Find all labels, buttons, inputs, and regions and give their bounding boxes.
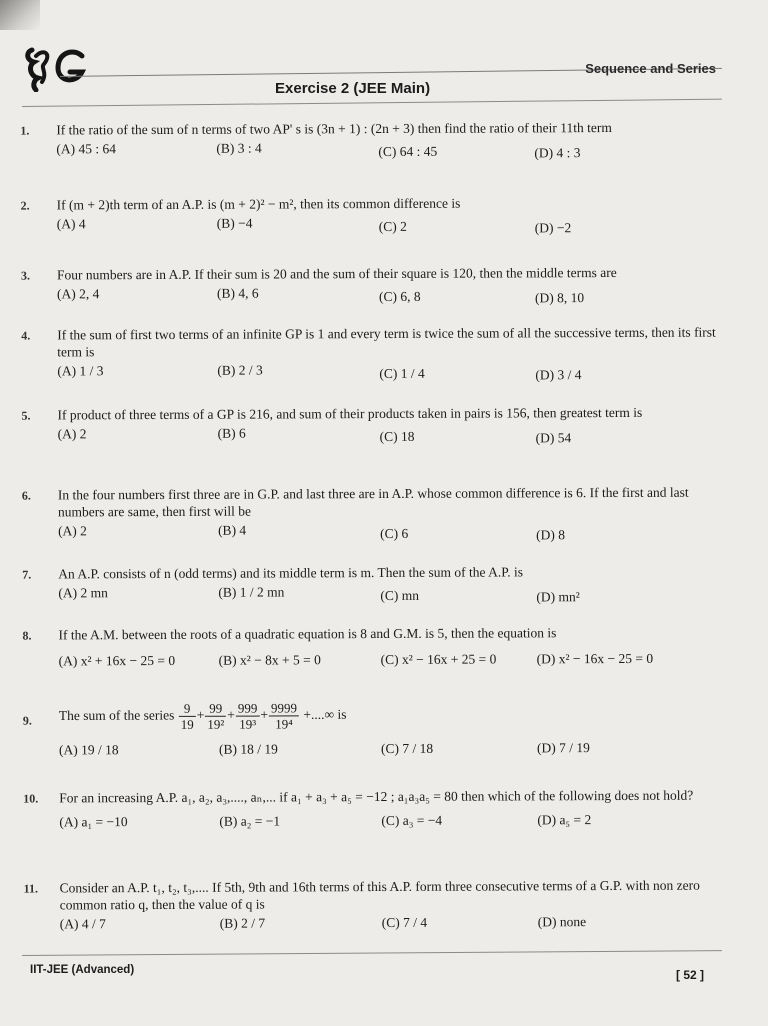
question-2: [21, 194, 721, 237]
option-d: (D) −2: [534, 220, 572, 236]
option-a: (A) 2, 4: [56, 286, 100, 302]
options: [58, 424, 722, 447]
option-b: (B) 18 / 19: [218, 741, 278, 757]
question-4: [21, 324, 721, 384]
option-a: (A) 19 / 18: [58, 742, 119, 758]
question-number: 11.: [23, 881, 38, 896]
series-intro: The sum of the series: [58, 707, 175, 724]
question-number: 4.: [21, 328, 31, 343]
question-text: If product of three terms of a GP is 216, and sum of their products taken in pairs is 156, then greatest term is: [57, 404, 643, 423]
question-number: 7.: [22, 567, 32, 582]
option-b: (B) 4, 6: [216, 285, 259, 301]
option-d: (D) 8: [536, 527, 565, 543]
fraction-denominator: 19²: [207, 716, 225, 732]
option-b: (B) 2 / 7: [219, 915, 266, 931]
option-d: (D) x² − 16x − 25 = 0: [536, 650, 654, 667]
question-number: 3.: [20, 268, 30, 283]
option-c: (C) mn: [380, 587, 419, 604]
question-text: Four numbers are in A.P. If their sum is 20 and the sum of their square is 120, then the middle terms are: [56, 264, 617, 283]
options: [60, 914, 724, 937]
option-b: (B) a₂ = −1: [219, 813, 281, 829]
option-c: (C) 7 / 18: [380, 740, 434, 757]
question-text: If the A.M. between the roots of a quadratic equation is 8 and G.M. is 5, then the equation is: [58, 625, 557, 643]
option-d: (D) none: [537, 914, 587, 930]
fraction-denominator: 19³: [239, 716, 257, 732]
option-b: (B) −4: [216, 215, 253, 231]
series-term-4: [269, 700, 299, 731]
option-c: (C) 1 / 4: [379, 365, 425, 382]
series-tail: +....∞ is: [303, 706, 347, 722]
option-d: (D) 8, 10: [534, 290, 585, 306]
question-text: If the sum of first two terms of an infinite GP is 1 and every term is twice the sum of all the successive terms, then its first term is: [57, 324, 716, 360]
option-c: (C) 2: [378, 218, 407, 235]
option-a: (A) 4 / 7: [59, 916, 106, 932]
option-d: (D) 4 : 3: [534, 145, 581, 161]
fraction-numerator: 9: [179, 701, 196, 717]
option-c: (C) 18: [379, 428, 415, 445]
fraction-numerator: 9999: [269, 700, 299, 716]
exercise-title: Exercise 2 (JEE Main): [275, 80, 431, 97]
fraction-denominator: 19: [180, 716, 194, 732]
option-a: (A) 1 / 3: [57, 363, 104, 379]
fraction-denominator: 19⁴: [275, 716, 293, 732]
chapter-title: Sequence and Series: [585, 61, 716, 76]
option-a: (A) a₁ = −10: [59, 814, 128, 830]
series-term-1: [179, 701, 196, 732]
options: [59, 740, 723, 763]
option-c: (C) 6, 8: [378, 288, 421, 305]
footer-course-label: IIT-JEE (Advanced): [30, 964, 135, 976]
question-text: Consider an A.P. t₁, t₂, t₃,.... If 5th, 9th and 16th terms of this A.P. form three consecutive terms of a G.P. with non zero common ratio q, then the value of q is: [59, 877, 700, 913]
question-text: For an increasing A.P. a₁, a₂, a₃,...., aₙ,... if a₁ + a₃ + a₅ = −12 ; a₁a₃a₅ = 80 then which of the following does not hold?: [59, 787, 694, 806]
option-d: (D) 7 / 19: [536, 740, 590, 756]
question-text: In the four numbers first three are in G.P. and last three are in A.P. whose common difference is 6. If the first and last numbers are same, then first will be: [57, 484, 689, 520]
options: [57, 361, 721, 384]
question-number: 6.: [21, 488, 31, 503]
question-number: 5.: [21, 408, 31, 423]
option-d: (D) 54: [535, 430, 572, 446]
options: [57, 284, 721, 307]
option-c: (C) 7 / 4: [381, 914, 428, 931]
option-c: (C) x² − 16x + 25 = 0: [380, 651, 497, 668]
option-b: (B) 6: [217, 425, 246, 441]
question-1: [20, 119, 720, 162]
question-number: 1.: [20, 123, 30, 138]
option-a: (A) 2: [57, 426, 87, 442]
question-11: [24, 877, 724, 937]
page-number: [ 52 ]: [675, 968, 704, 982]
question-number: 10.: [23, 791, 39, 806]
option-b: (B) 3 : 4: [216, 140, 262, 156]
fraction-numerator: 99: [205, 701, 226, 717]
option-d: (D) a₅ = 2: [537, 812, 592, 828]
option-a: (A) x² + 16x − 25 = 0: [58, 652, 176, 669]
question-3: [21, 264, 721, 307]
option-a: (A) 2 mn: [58, 585, 108, 601]
series-term-2: [205, 701, 226, 732]
option-b: (B) x² − 8x + 5 = 0: [218, 652, 321, 668]
question-text: If the ratio of the sum of n terms of two AP' s is (3n + 1) : (2n + 3) then find the ratio of their 11th term: [56, 120, 612, 138]
question-number: 9.: [22, 713, 32, 728]
options: [57, 214, 721, 237]
option-b: (B) 1 / 2 mn: [218, 584, 285, 600]
option-b: (B) 2 / 3: [217, 362, 263, 378]
question-text: If (m + 2)th term of an A.P. is (m + 2)² − m², then its common difference is: [56, 195, 461, 213]
option-c: (C) a₃ = −4: [381, 812, 443, 829]
fraction-numerator: 999: [236, 701, 260, 717]
question-6: [22, 484, 722, 544]
options: [59, 812, 723, 835]
question-7: [22, 563, 722, 606]
question-5: [22, 404, 722, 447]
option-a: (A) 2: [58, 523, 87, 539]
question-text: An A.P. consists of n (odd terms) and its middle term is m. Then the sum of the A.P. is: [58, 564, 524, 582]
options: [58, 521, 722, 544]
options: [59, 651, 723, 674]
series-term-3: [236, 701, 260, 732]
option-d: (D) 3 / 4: [535, 367, 582, 383]
options: [56, 139, 720, 162]
options: [58, 583, 722, 606]
question-text: The sum of the series $\frac{9}{19}$ + $\frac{99}{\text{19²}}$ + $\frac{999}{\text{19³}}$ + $\frac{9999}{\text{19⁴}}$ +....∞ is: [58, 700, 347, 732]
question-number: 8.: [22, 628, 32, 643]
option-c: (C) 64 : 45: [378, 143, 438, 160]
question-8: [22, 624, 722, 674]
option-b: (B) 4: [218, 522, 247, 538]
option-c: (C) 6: [380, 525, 409, 542]
question-9: [23, 699, 723, 763]
option-d: (D) mn²: [536, 589, 580, 605]
question-number: 2.: [20, 198, 30, 213]
option-a: (A) 4: [56, 216, 86, 232]
option-a: (A) 45 : 64: [56, 141, 117, 157]
question-10: [23, 787, 723, 835]
